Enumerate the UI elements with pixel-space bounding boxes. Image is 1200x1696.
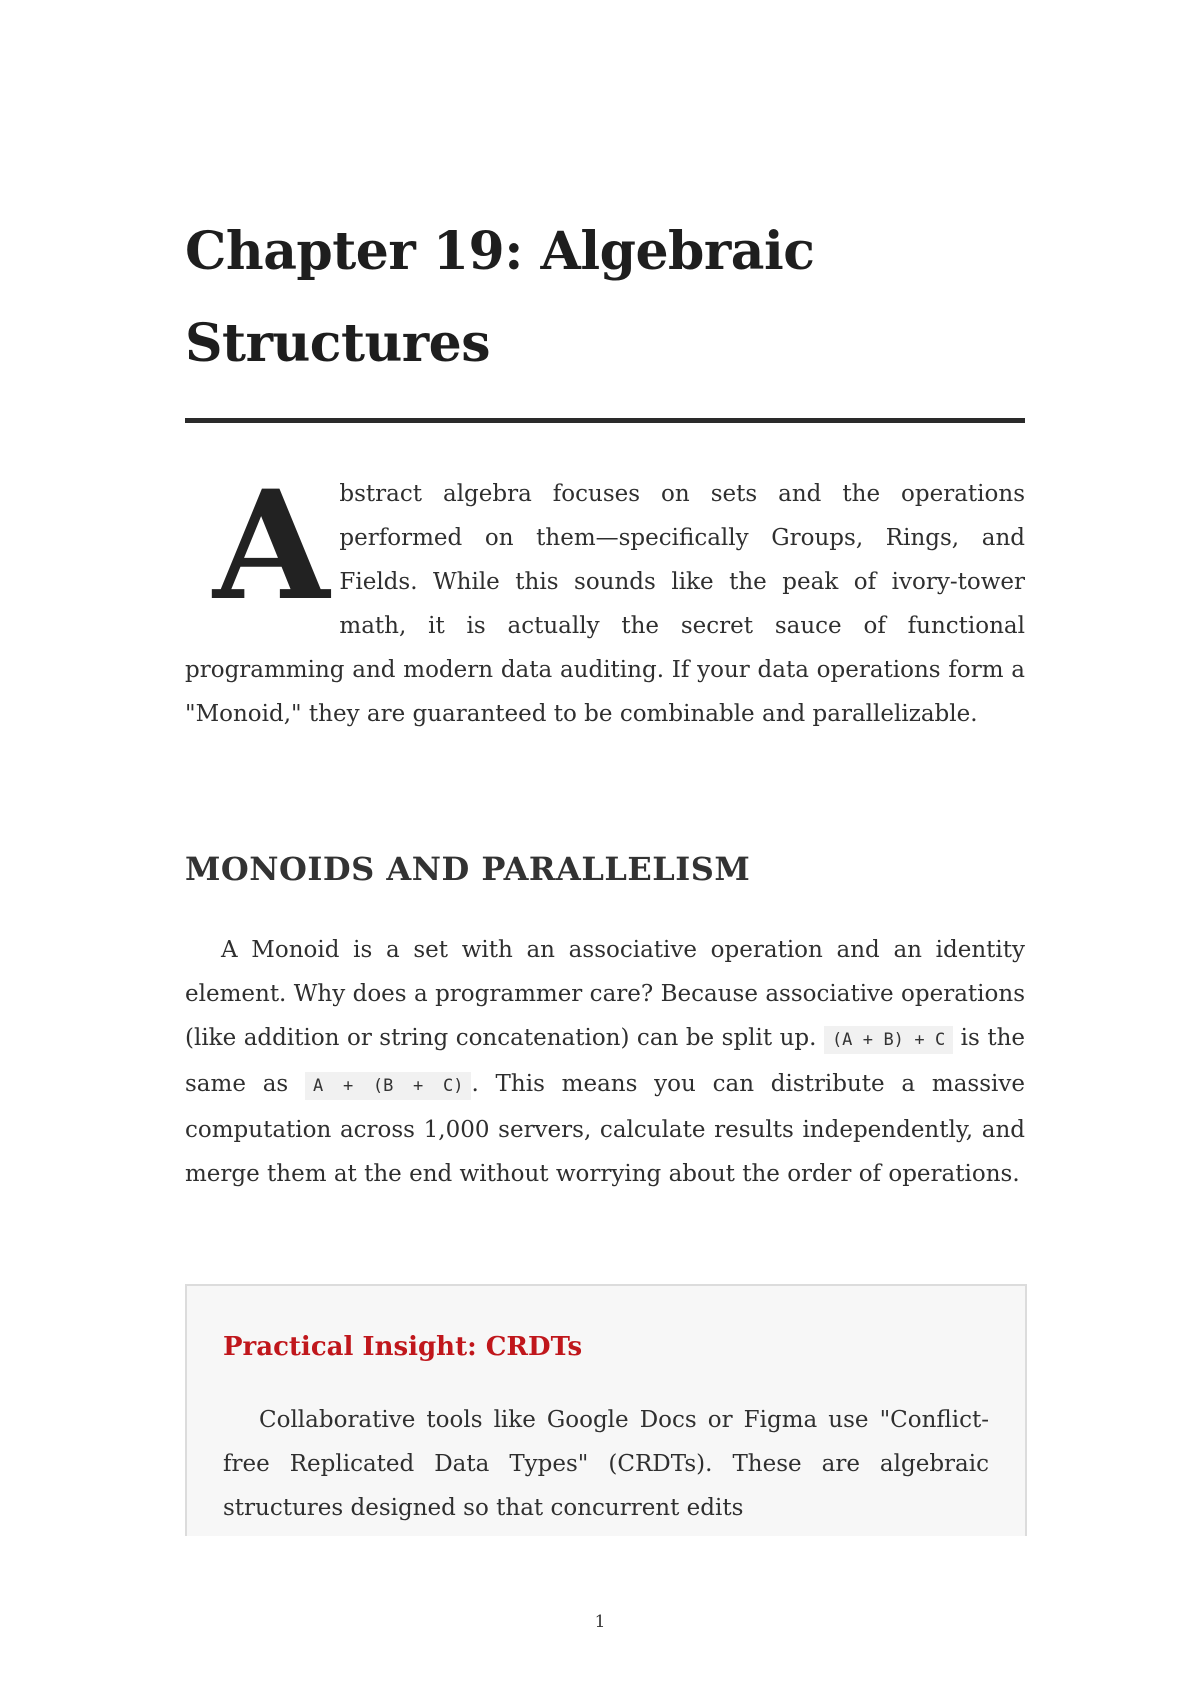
monoid-text-part2: is the same as — [185, 1025, 1025, 1097]
drop-cap: A — [213, 458, 330, 634]
code-snippet-left-assoc: (A + B) + C — [824, 1026, 953, 1054]
page-number: 1 — [594, 1612, 606, 1632]
intro-text: bstract algebra focuses on sets and the operations performed on them—specifically Groups, Rings, and Fields. While this sounds like the peak of ivory-tower math, it is actually the secret sauce of functional programming and modern data auditing. If your data operations form a "Monoid," they are guaranteed to be combinable and parallelizable. — [185, 481, 1025, 727]
monoid-text-part1: A Monoid is a set with an associative operation and an identity element. Why does a programmer care? Because associative operations (like addition or string concatenation) can be split up. — [185, 937, 1025, 1051]
monoid-text-part3: . This means you can distribute a massive computation across 1,000 servers, calculate results independently, and merge them at the end without worrying about the order of operations. — [185, 1071, 1026, 1187]
chapter-title — [185, 206, 1025, 390]
insight-text: Collaborative tools like Google Docs or Figma use "Conflict-free Replicated Data Types" (CRDTs). These are algebraic structures designed so that concurrent edits — [223, 1407, 989, 1521]
insight-title: Practical Insight: CRDTs — [223, 1332, 583, 1362]
chapter-title-line1: Chapter 19: Algebraic — [185, 221, 815, 282]
chapter-title-line2: Structures — [185, 313, 491, 374]
title-divider — [185, 418, 1025, 423]
monoid-paragraph — [185, 928, 1025, 1196]
section-heading: MONOIDS AND PARALLELISM — [185, 850, 751, 888]
insight-callout-box — [185, 1284, 1027, 1536]
intro-paragraph — [185, 458, 1025, 736]
code-snippet-right-assoc: A + (B + C) — [305, 1072, 471, 1100]
